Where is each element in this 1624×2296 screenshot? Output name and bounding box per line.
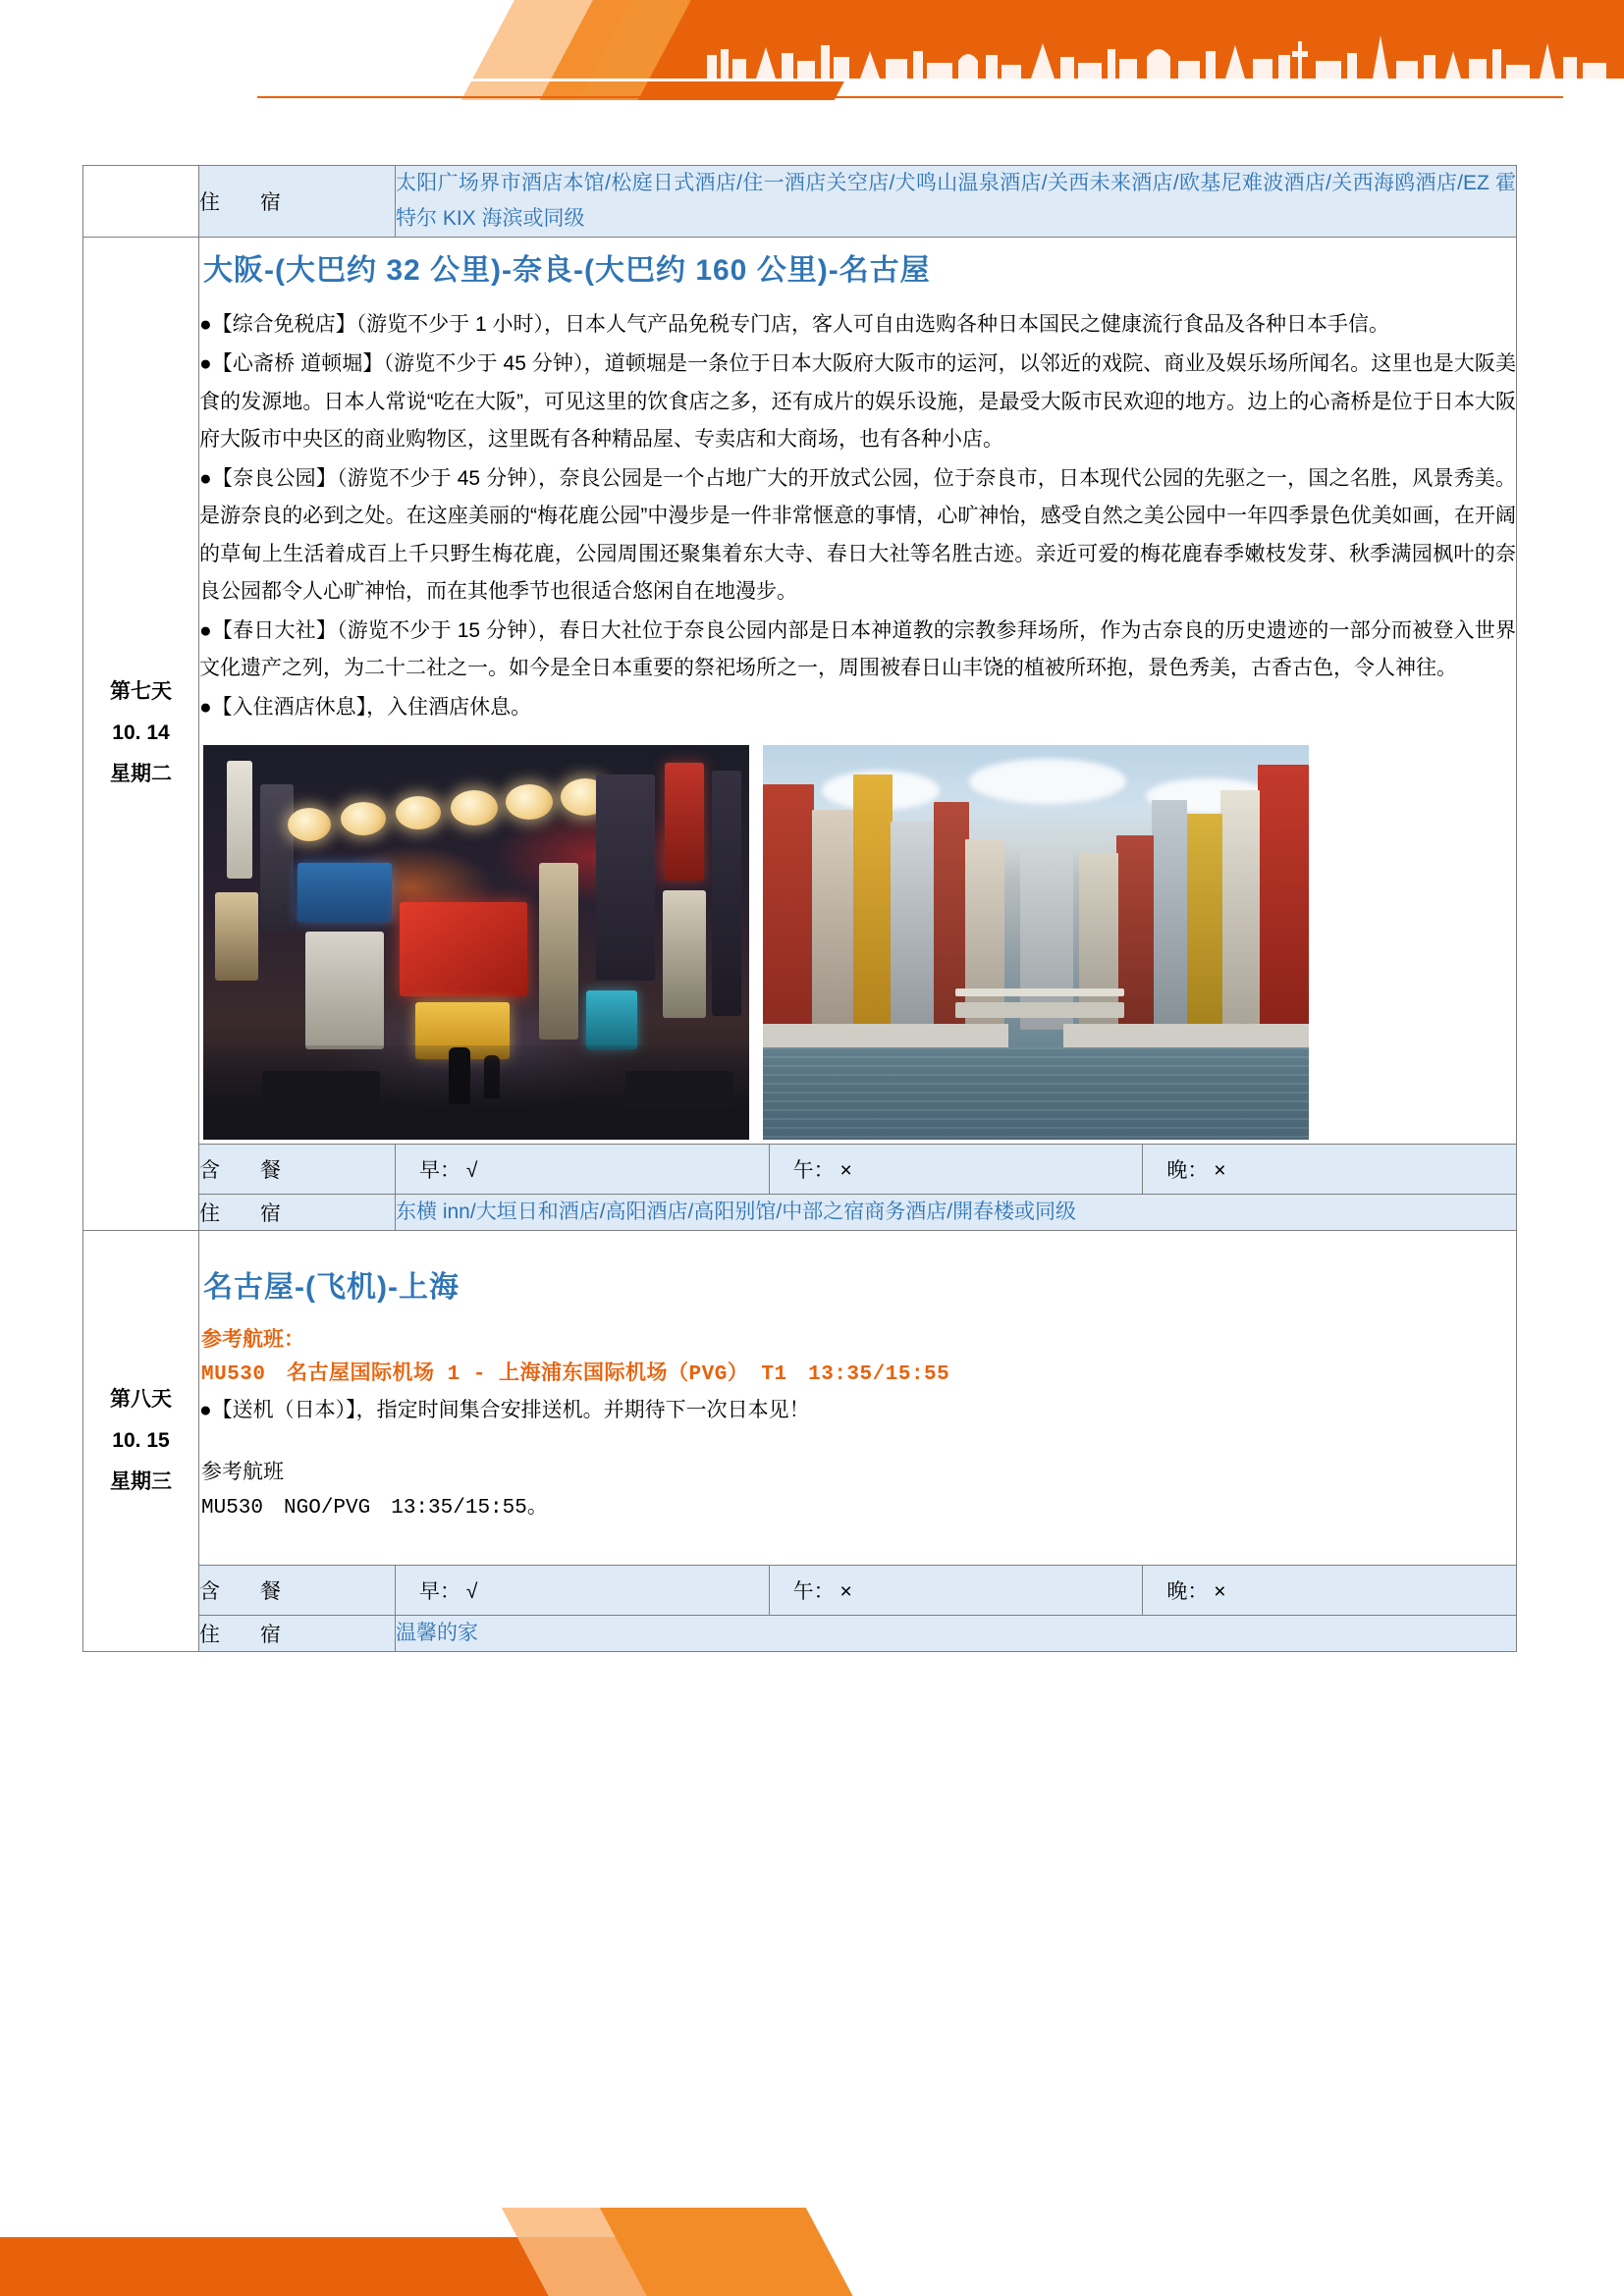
itinerary-document — [82, 165, 1516, 1652]
day8-body — [199, 1230, 1517, 1565]
day7-para-4: ●【春日大社】（游览不少于 15 分钟），春日大社位于奈良公园内部是日本神道教的宗教参拜场所，作为古奈良的历史遗迹的一部分而被登入世界文化遗产之列，为二十二社之一。如今是全日本重要的祭祀场所之一，周围被春日山丰饶的植被所环抱，景色秀美，古香古色，令人神往。 — [199, 618, 1516, 680]
header-orange-rule — [257, 96, 1563, 98]
day8-lunch-label: 午： — [792, 1579, 835, 1603]
itinerary-table — [82, 165, 1517, 1652]
table-row-hotel-top — [83, 166, 1517, 238]
day8-lunch-value: × — [839, 1579, 852, 1603]
day7-photo-gallery — [203, 745, 1516, 1140]
day8-dinner — [1143, 1566, 1516, 1615]
day8-weekday: 星期三 — [110, 1469, 172, 1493]
table-row-day8-hotel — [83, 1615, 1517, 1651]
day8-dinner-label: 晚： — [1166, 1579, 1209, 1603]
day7-breakfast — [396, 1145, 770, 1194]
day7-lunch-value: × — [839, 1158, 852, 1182]
hotel-label: 住 宿 — [199, 166, 396, 238]
day7-para-1: ●【综合免税店】（游览不少于 1 小时），日本人气产品免税专门店，客人可自由选购各种日本国民之健康流行食品及各种日本手信。 — [199, 313, 1390, 337]
table-row-day7 — [83, 238, 1517, 1144]
day7-meals-cells — [396, 1144, 1517, 1194]
table-row-day8 — [83, 1230, 1517, 1565]
table-row-day7-hotel — [83, 1194, 1517, 1230]
day7-title: 第七天 — [110, 680, 172, 704]
day7-daycell — [83, 238, 199, 1231]
footer-white-block — [746, 2237, 1624, 2296]
day8-meals-cells — [396, 1565, 1517, 1615]
day8-breakfast-value: √ — [465, 1579, 478, 1603]
day8-dinner-value: × — [1214, 1579, 1226, 1603]
day8-flight-line: MU530 名古屋国际机场 1 - 上海浦东国际机场（PVG） T1 13:35/15:55 — [201, 1362, 950, 1386]
table-row-day8-meals — [83, 1565, 1517, 1615]
day7-breakfast-label: 早： — [419, 1158, 460, 1182]
day7-dinner-value: × — [1214, 1158, 1226, 1182]
day7-breakfast-value: √ — [465, 1158, 478, 1182]
photo-osaka-dotonbori-night — [203, 745, 749, 1140]
skyline-icon — [687, 22, 1624, 79]
footer-diagonal-mid — [600, 2208, 863, 2296]
table-row-day7-meals — [83, 1144, 1517, 1194]
day8-ref-line: MU530 NGO/PVG 13:35/15:55。 — [201, 1496, 548, 1520]
hotel-value: 太阳广场界市酒店本馆/松庭日式酒店/住一酒店关空店/犬鸣山温泉酒店/关西未来酒店/欧基尼难波酒店/关西海鸥酒店/EZ 霍特尔 KIX 海滨或同级 — [396, 166, 1517, 238]
day-cell-empty — [83, 166, 199, 238]
day7-para-2: ●【心斋桥 道顿堀】（游览不少于 45 分钟），道顿堀是一条位于日本大阪府大阪市的运河，以邻近的戏院、商业及娱乐场所闻名。这里也是大阪美食的发源地。日本人常说“吃在大阪”，可见这里的饮食店之多，还有成片的娱乐设施，是最受大阪市民欢迎的地方。边上的心斋桥是位于日本大阪府大阪市中央区的商业购物区，这里既有各种精品屋、专卖店和大商场，也有各种小店。 — [199, 352, 1516, 451]
day7-weekday: 星期二 — [110, 763, 172, 786]
day7-date: 10. 14 — [112, 721, 170, 745]
header-white-rule — [0, 79, 1624, 81]
day7-hotel-label: 住 宿 — [199, 1194, 396, 1230]
day8-breakfast-label: 早： — [419, 1579, 460, 1603]
day8-daycell — [83, 1230, 199, 1651]
day7-hotel-value: 东横 inn/大垣日和酒店/高阳酒店/高阳别馆/中部之宿商务酒店/開春楼或同级 — [396, 1194, 1517, 1230]
day7-lunch-label: 午： — [792, 1158, 835, 1182]
day8-hotel-label: 住 宿 — [199, 1615, 396, 1651]
page-footer-banner — [0, 2188, 1624, 2296]
day7-para-5: ●【入住酒店休息】，入住酒店休息。 — [199, 696, 532, 720]
day8-para-1: ●【送机（日本）】，指定时间集合安排送机。并期待下一次日本见！ — [199, 1398, 810, 1421]
day7-dinner-label: 晚： — [1166, 1158, 1209, 1182]
day8-date: 10. 15 — [112, 1428, 170, 1452]
day7-lunch — [770, 1145, 1144, 1194]
day7-route-title: 大阪-(大巴约 32 公里)-奈良-(大巴约 160 公里)-名古屋 — [203, 254, 931, 288]
day7-dinner — [1143, 1145, 1516, 1194]
day8-meals-label: 含 餐 — [199, 1565, 396, 1615]
day8-ref-head: 参考航班 — [201, 1460, 284, 1483]
day8-flight-head: 参考航班： — [201, 1327, 304, 1351]
day7-body — [199, 238, 1517, 1144]
day8-breakfast — [396, 1566, 770, 1615]
day8-title: 第八天 — [110, 1387, 172, 1411]
page-header-banner — [0, 0, 1624, 100]
day7-para-3: ●【奈良公园】（游览不少于 45 分钟），奈良公园是一个占地广大的开放式公园，位于奈良市，日本现代公园的先驱之一，国之名胜，风景秀美。是游奈良的必到之处。在这座美丽的“梅花鹿公园”中漫步是一件非常惬意的事情，心旷神怡，感受自然之美公园中一年四季景色优美如画，在开阔的草甸上生活着成百上千只野生梅花鹿，公园周围还聚集着东大寺、春日大社等名胜古迹。亲近可爱的梅花鹿春季嫩枝发芽、秋季满园枫叶的奈良公园都令人心旷神怡，而在其他季节也很适合悠闲自在地漫步。 — [199, 467, 1516, 603]
day7-meals-label: 含 餐 — [199, 1144, 396, 1194]
day8-hotel-value: 温馨的家 — [396, 1615, 1517, 1651]
day8-lunch — [770, 1566, 1144, 1615]
photo-osaka-dotonbori-canal — [763, 745, 1309, 1140]
day8-route-title: 名古屋-(飞机)-上海 — [203, 1270, 460, 1304]
